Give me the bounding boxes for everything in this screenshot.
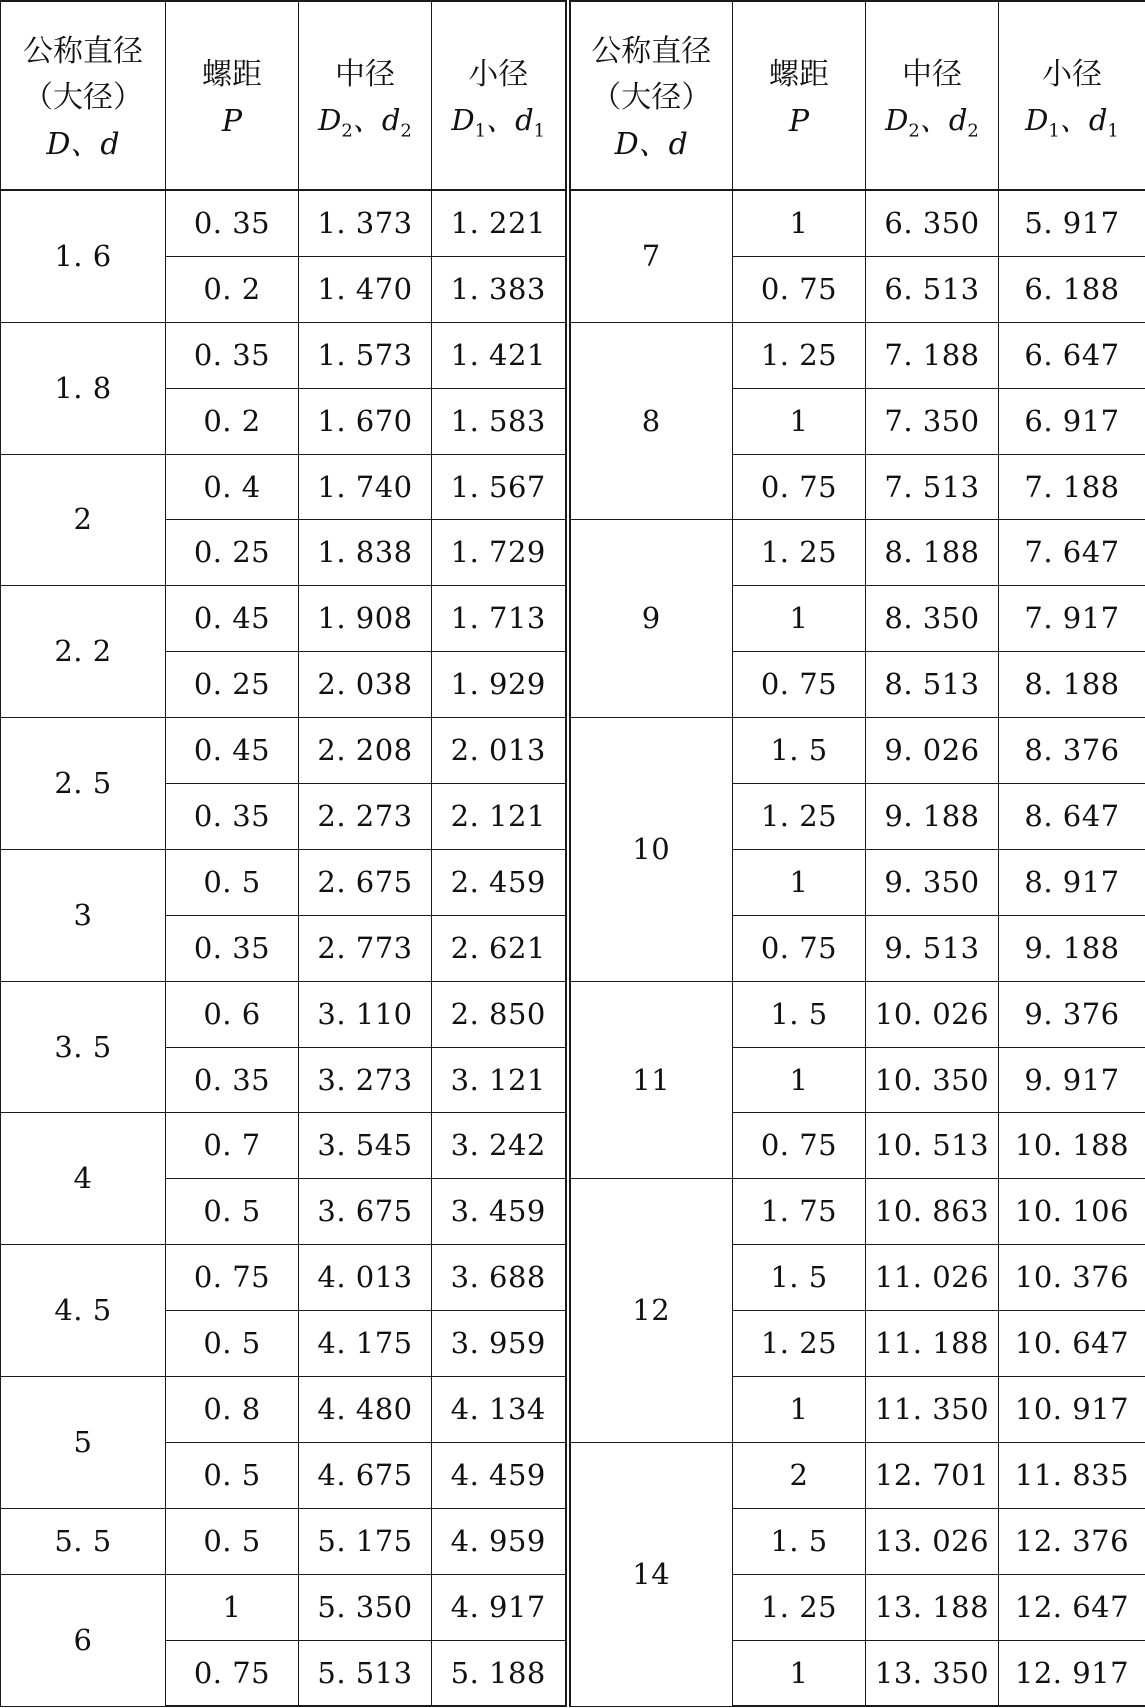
minor-diameter-cell: 2. 850 xyxy=(432,981,568,1047)
pitch-cell: 1. 25 xyxy=(733,322,866,388)
minor-diameter-cell: 4. 134 xyxy=(432,1377,568,1443)
table-row xyxy=(1,520,1145,586)
minor-diameter-cell: 2. 121 xyxy=(432,784,568,850)
minor-diameter-cell: 1. 421 xyxy=(432,322,568,388)
pitch-diameter-cell: 10. 513 xyxy=(866,1113,999,1179)
nominal-diameter-cell: 7 xyxy=(568,190,733,322)
pitch-diameter-cell: 3. 675 xyxy=(299,1179,432,1245)
minor-diameter-cell: 12. 917 xyxy=(999,1640,1145,1706)
header-minor-diameter-symbol: $D_1$、$d_1$ xyxy=(1025,103,1119,142)
header-pitch-diameter-symbol: $D_2$、$d_2$ xyxy=(318,103,412,142)
pitch-cell: 0. 75 xyxy=(733,652,866,718)
pitch-diameter-cell: 9. 026 xyxy=(866,718,999,784)
pitch-cell: 0. 75 xyxy=(733,256,866,322)
nominal-diameter-cell: 2 xyxy=(1,454,166,586)
nominal-diameter-cell: 3 xyxy=(1,849,166,981)
pitch-cell: 0. 2 xyxy=(166,256,299,322)
header-nominal-symbol: D、d xyxy=(46,126,120,162)
nominal-diameter-cell: 1. 8 xyxy=(1,322,166,454)
pitch-cell: 0. 75 xyxy=(166,1245,299,1311)
minor-diameter-cell: 8. 188 xyxy=(999,652,1145,718)
pitch-diameter-cell: 8. 513 xyxy=(866,652,999,718)
pitch-diameter-cell: 6. 350 xyxy=(866,190,999,256)
pitch-diameter-cell: 9. 513 xyxy=(866,915,999,981)
pitch-cell: 1 xyxy=(733,1377,866,1443)
nominal-diameter-cell: 4 xyxy=(1,1113,166,1245)
minor-diameter-cell: 7. 917 xyxy=(999,586,1145,652)
pitch-diameter-cell: 3. 273 xyxy=(299,1047,432,1113)
minor-diameter-cell: 4. 917 xyxy=(432,1574,568,1640)
pitch-cell: 1. 25 xyxy=(733,520,866,586)
table-row xyxy=(1,718,1145,784)
pitch-diameter-cell: 10. 863 xyxy=(866,1179,999,1245)
nominal-diameter-cell: 6 xyxy=(1,1574,166,1706)
header-row xyxy=(1,1,1145,190)
header-minor-diameter-symbol: $D_1$、$d_1$ xyxy=(451,103,546,142)
pitch-diameter-cell: 9. 188 xyxy=(866,784,999,850)
pitch-cell: 0. 4 xyxy=(166,454,299,520)
pitch-diameter-cell: 1. 470 xyxy=(299,256,432,322)
pitch-cell: 0. 75 xyxy=(733,1113,866,1179)
header-nominal-diameter-left xyxy=(1,1,166,190)
pitch-cell: 0. 35 xyxy=(166,784,299,850)
pitch-diameter-cell: 12. 701 xyxy=(866,1442,999,1508)
nominal-diameter-cell: 11 xyxy=(568,981,733,1179)
pitch-cell: 0. 5 xyxy=(166,1311,299,1377)
pitch-cell: 0. 75 xyxy=(733,915,866,981)
pitch-cell: 0. 45 xyxy=(166,586,299,652)
pitch-diameter-cell: 8. 350 xyxy=(866,586,999,652)
nominal-diameter-cell: 8 xyxy=(568,322,733,520)
minor-diameter-cell: 2. 621 xyxy=(432,915,568,981)
pitch-cell: 1 xyxy=(733,388,866,454)
pitch-diameter-cell: 7. 513 xyxy=(866,454,999,520)
minor-diameter-cell: 10. 106 xyxy=(999,1179,1145,1245)
header-pitch-label: 螺距 xyxy=(769,57,829,92)
nominal-diameter-cell: 9 xyxy=(568,520,733,718)
pitch-cell: 0. 5 xyxy=(166,1179,299,1245)
pitch-diameter-cell: 10. 026 xyxy=(866,981,999,1047)
pitch-diameter-cell: 6. 513 xyxy=(866,256,999,322)
minor-diameter-cell: 1. 713 xyxy=(432,586,568,652)
header-pitch-diameter-right xyxy=(866,1,999,190)
pitch-diameter-cell: 1. 908 xyxy=(299,586,432,652)
header-pitch-label: 螺距 xyxy=(202,57,262,92)
pitch-diameter-cell: 3. 545 xyxy=(299,1113,432,1179)
pitch-cell: 1. 25 xyxy=(733,1574,866,1640)
pitch-diameter-cell: 2. 773 xyxy=(299,915,432,981)
header-minor-diameter-right xyxy=(999,1,1145,190)
minor-diameter-cell: 3. 121 xyxy=(432,1047,568,1113)
minor-diameter-cell: 9. 188 xyxy=(999,915,1145,981)
pitch-cell: 0. 6 xyxy=(166,981,299,1047)
minor-diameter-cell: 1. 929 xyxy=(432,652,568,718)
table-row xyxy=(1,1442,1145,1508)
pitch-cell: 0. 5 xyxy=(166,1508,299,1574)
pitch-diameter-cell: 5. 175 xyxy=(299,1508,432,1574)
pitch-diameter-cell: 1. 373 xyxy=(299,190,432,256)
pitch-diameter-cell: 1. 740 xyxy=(299,454,432,520)
header-nominal-diameter-right xyxy=(568,1,733,190)
pitch-cell: 0. 8 xyxy=(166,1377,299,1443)
minor-diameter-cell: 1. 221 xyxy=(432,190,568,256)
pitch-diameter-cell: 3. 110 xyxy=(299,981,432,1047)
nominal-diameter-cell: 4. 5 xyxy=(1,1245,166,1377)
minor-diameter-cell: 10. 188 xyxy=(999,1113,1145,1179)
pitch-diameter-cell: 8. 188 xyxy=(866,520,999,586)
pitch-diameter-cell: 1. 670 xyxy=(299,388,432,454)
pitch-cell: 1. 5 xyxy=(733,1245,866,1311)
pitch-cell: 1 xyxy=(166,1574,299,1640)
pitch-diameter-cell: 4. 675 xyxy=(299,1442,432,1508)
header-pitch-symbol: P xyxy=(788,103,810,139)
table-row xyxy=(1,981,1145,1047)
pitch-diameter-cell: 4. 013 xyxy=(299,1245,432,1311)
table-row xyxy=(1,322,1145,388)
nominal-diameter-cell: 10 xyxy=(568,718,733,982)
nominal-diameter-cell: 3. 5 xyxy=(1,981,166,1113)
minor-diameter-cell: 5. 188 xyxy=(432,1640,568,1706)
minor-diameter-cell: 3. 688 xyxy=(432,1245,568,1311)
minor-diameter-cell: 10. 647 xyxy=(999,1311,1145,1377)
nominal-diameter-cell: 1. 6 xyxy=(1,190,166,322)
pitch-cell: 0. 5 xyxy=(166,849,299,915)
pitch-cell: 0. 45 xyxy=(166,718,299,784)
header-nominal-label: 公称直径 xyxy=(23,33,143,69)
minor-diameter-cell: 12. 647 xyxy=(999,1574,1145,1640)
pitch-cell: 1. 5 xyxy=(733,718,866,784)
minor-diameter-cell: 2. 459 xyxy=(432,849,568,915)
minor-diameter-cell: 12. 376 xyxy=(999,1508,1145,1574)
table-row xyxy=(1,190,1145,256)
minor-diameter-cell: 1. 583 xyxy=(432,388,568,454)
pitch-cell: 0. 25 xyxy=(166,652,299,718)
minor-diameter-cell: 5. 917 xyxy=(999,190,1145,256)
pitch-diameter-cell: 2. 208 xyxy=(299,718,432,784)
minor-diameter-cell: 8. 917 xyxy=(999,849,1145,915)
header-pitch-diameter-label: 中径 xyxy=(902,56,962,92)
pitch-diameter-cell: 5. 350 xyxy=(299,1574,432,1640)
header-major-label: （大径） xyxy=(23,80,143,116)
pitch-cell: 1 xyxy=(733,190,866,256)
pitch-cell: 0. 75 xyxy=(733,454,866,520)
pitch-cell: 0. 2 xyxy=(166,388,299,454)
minor-diameter-cell: 8. 647 xyxy=(999,784,1145,850)
minor-diameter-cell: 1. 729 xyxy=(432,520,568,586)
pitch-cell: 1. 25 xyxy=(733,784,866,850)
pitch-diameter-cell: 2. 273 xyxy=(299,784,432,850)
header-minor-diameter-label: 小径 xyxy=(468,56,529,92)
minor-diameter-cell: 3. 959 xyxy=(432,1311,568,1377)
minor-diameter-cell: 2. 013 xyxy=(432,718,568,784)
minor-diameter-cell: 3. 242 xyxy=(432,1113,568,1179)
minor-diameter-cell: 9. 376 xyxy=(999,981,1145,1047)
pitch-cell: 2 xyxy=(733,1442,866,1508)
pitch-cell: 1 xyxy=(733,849,866,915)
pitch-cell: 1 xyxy=(733,1640,866,1706)
nominal-diameter-cell: 5 xyxy=(1,1377,166,1509)
pitch-cell: 0. 35 xyxy=(166,322,299,388)
header-pitch-symbol: P xyxy=(221,103,243,139)
pitch-diameter-cell: 4. 480 xyxy=(299,1377,432,1443)
pitch-diameter-cell: 9. 350 xyxy=(866,849,999,915)
pitch-diameter-cell: 7. 188 xyxy=(866,322,999,388)
nominal-diameter-cell: 2. 5 xyxy=(1,718,166,850)
minor-diameter-cell: 6. 188 xyxy=(999,256,1145,322)
minor-diameter-cell: 4. 959 xyxy=(432,1508,568,1574)
pitch-cell: 0. 7 xyxy=(166,1113,299,1179)
pitch-cell: 1. 5 xyxy=(733,981,866,1047)
pitch-diameter-cell: 1. 573 xyxy=(299,322,432,388)
header-nominal-label: 公称直径 xyxy=(591,33,712,69)
pitch-diameter-cell: 2. 675 xyxy=(299,849,432,915)
pitch-diameter-cell: 4. 175 xyxy=(299,1311,432,1377)
pitch-cell: 0. 75 xyxy=(166,1640,299,1706)
pitch-cell: 1. 75 xyxy=(733,1179,866,1245)
minor-diameter-cell: 1. 383 xyxy=(432,256,568,322)
header-pitch-left xyxy=(166,1,299,190)
pitch-diameter-cell: 11. 026 xyxy=(866,1245,999,1311)
table-row xyxy=(1,1179,1145,1245)
pitch-diameter-cell: 11. 350 xyxy=(866,1377,999,1443)
minor-diameter-cell: 7. 188 xyxy=(999,454,1145,520)
nominal-diameter-cell: 12 xyxy=(568,1179,733,1443)
pitch-cell: 1 xyxy=(733,586,866,652)
header-major-label: （大径） xyxy=(591,80,712,116)
pitch-cell: 0. 5 xyxy=(166,1442,299,1508)
nominal-diameter-cell: 5. 5 xyxy=(1,1508,166,1574)
header-pitch-right xyxy=(733,1,866,190)
header-nominal-symbol: D、d xyxy=(614,126,688,162)
pitch-diameter-cell: 10. 350 xyxy=(866,1047,999,1113)
pitch-diameter-cell: 1. 838 xyxy=(299,520,432,586)
pitch-cell: 1 xyxy=(733,1047,866,1113)
minor-diameter-cell: 6. 917 xyxy=(999,388,1145,454)
pitch-cell: 0. 35 xyxy=(166,190,299,256)
pitch-diameter-cell: 11. 188 xyxy=(866,1311,999,1377)
pitch-diameter-cell: 5. 513 xyxy=(299,1640,432,1706)
minor-diameter-cell: 1. 567 xyxy=(432,454,568,520)
pitch-cell: 0. 35 xyxy=(166,915,299,981)
minor-diameter-cell: 7. 647 xyxy=(999,520,1145,586)
pitch-diameter-cell: 13. 026 xyxy=(866,1508,999,1574)
pitch-diameter-cell: 13. 350 xyxy=(866,1640,999,1706)
pitch-diameter-cell: 13. 188 xyxy=(866,1574,999,1640)
minor-diameter-cell: 8. 376 xyxy=(999,718,1145,784)
pitch-diameter-cell: 7. 350 xyxy=(866,388,999,454)
header-minor-diameter-label: 小径 xyxy=(1042,56,1102,92)
minor-diameter-cell: 9. 917 xyxy=(999,1047,1145,1113)
nominal-diameter-cell: 2. 2 xyxy=(1,586,166,718)
pitch-cell: 0. 25 xyxy=(166,520,299,586)
header-pitch-diameter-label: 中径 xyxy=(335,56,395,92)
pitch-cell: 1. 25 xyxy=(733,1311,866,1377)
minor-diameter-cell: 10. 376 xyxy=(999,1245,1145,1311)
minor-diameter-cell: 4. 459 xyxy=(432,1442,568,1508)
table-body xyxy=(1,190,1145,1706)
nominal-diameter-cell: 14 xyxy=(568,1442,733,1706)
minor-diameter-cell: 6. 647 xyxy=(999,322,1145,388)
pitch-diameter-cell: 2. 038 xyxy=(299,652,432,718)
pitch-cell: 0. 35 xyxy=(166,1047,299,1113)
minor-diameter-cell: 10. 917 xyxy=(999,1377,1145,1443)
header-pitch-diameter-symbol: $D_2$、$d_2$ xyxy=(885,103,979,142)
header-pitch-diameter-left xyxy=(299,1,432,190)
pitch-cell: 1. 5 xyxy=(733,1508,866,1574)
header-minor-diameter-left xyxy=(432,1,568,190)
minor-diameter-cell: 11. 835 xyxy=(999,1442,1145,1508)
minor-diameter-cell: 3. 459 xyxy=(432,1179,568,1245)
